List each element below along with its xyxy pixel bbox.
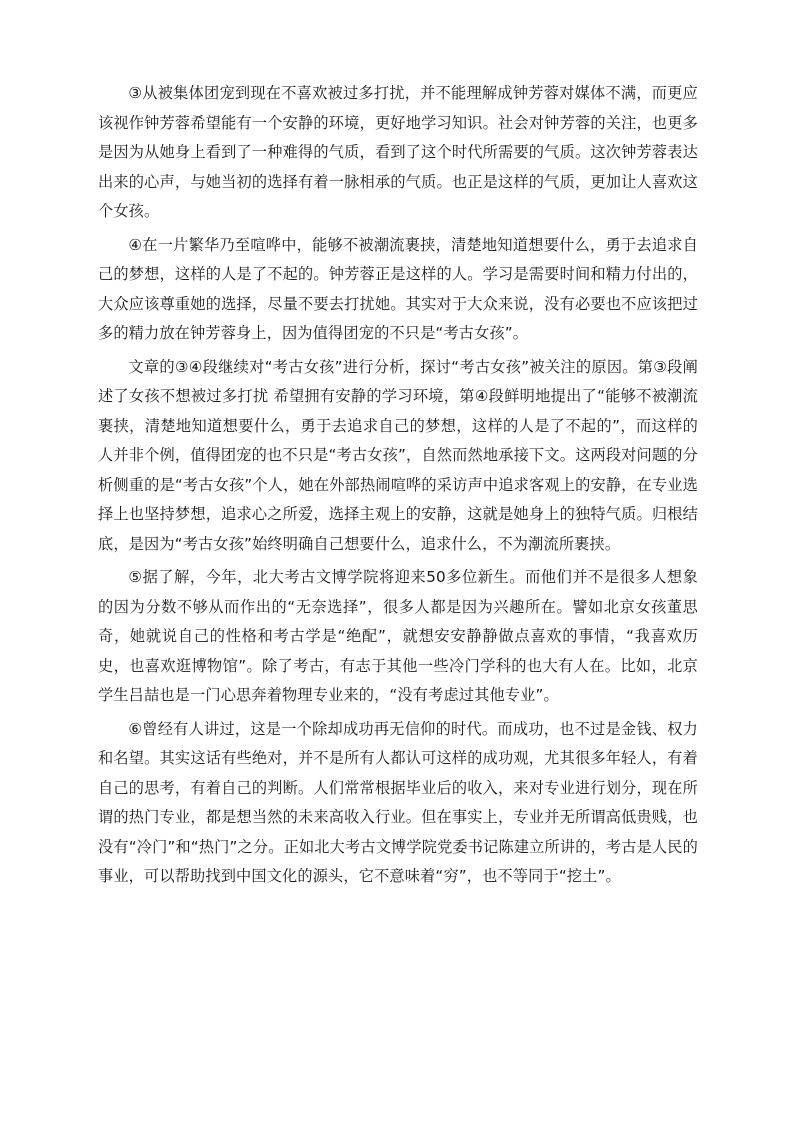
analysis-paragraph: 文章的③④段继续对“考古女孩”进行分析，探讨“考古女孩”被关注的原因。第③段阐述了女孩不想被过多打扰 希望拥有安静的学习环境，第④段鲜明地提出了“能够不被潮流裹挟，清楚地知道想要什么，勇于去追求自己的梦想，这样的人是了不起的”，而这样的人并非个例，值得团宠的也不只是“考古女孩”，自然而然地承接下文。这两段对问题的分析侧重的是“考古女孩”个人，她在外部热闹喧哗的采访声中追求客观上的安静，在专业选择上也坚持梦想，追求心之所爱，选择主观上的安静，这就是她身上的独特气质。归根结底，是因为“考古女孩”始终明确自己想要什么，追求什么，不为潮流所裹挟。 [98, 357, 698, 553]
paragraph-4: ④在一片繁华乃至喧哗中，能够不被潮流裹挟，清楚地知道想要什么，勇于去追求自己的梦想，这样的人是了不起的。钟芳蓉正是这样的人。学习是需要时间和精力付出的，大众应该尊重她的选择，尽量不要去打扰她。其实对于大众来说，没有必要也不应该把过多的精力放在钟芳蓉身上，因为值得团宠的不只是“考古女孩”。 [98, 235, 698, 342]
paragraph-3: ③从被集体团宠到现在不喜欢被过多打扰，并不能理解成钟芳蓉对媒体不满，而更应该视作钟芳蓉希望能有一个安静的环境，更好地学习知识。社会对钟芳蓉的关注，也更多是因为从她身上看到了一种难得的气质，看到了这个时代所需要的气质。这次钟芳蓉表达出来的心声，与她当初的选择有着一脉相承的气质。也正是这样的气质，更加让人喜欢这个女孩。 [98, 84, 698, 220]
paragraph-5: ⑤据了解，今年，北大考古文博学院将迎来50多位新生。而他们并不是很多人想象的因为分数不够从而作出的“无奈选择”，很多人都是因为兴趣所在。譬如北京女孩董思奇，她就说自己的性格和考古学是“绝配”，就想安安静静做点喜欢的事情，“我喜欢历史，也喜欢逛博物馆”。除了考古，有志于其他一些冷门学科的也大有人在。比如，北京学生吕喆也是一门心思奔着物理专业来的，“没有考虑过其他专业”。 [98, 568, 698, 704]
paragraph-6: ⑥曾经有人讲过，这是一个除却成功再无信仰的时代。而成功，也不过是金钱、权力和名望。其实这话有些绝对，并不是所有人都认可这样的成功观，尤其很多年轻人，有着自己的思考，有着自己的判断。人们常常根据毕业后的收入，来对专业进行划分，现在所谓的热门专业，都是想当然的未来高收入行业。但在事实上，专业并无所谓高低贵贱，也没有“冷门”和“热门”之分。正如北大考古文博学院党委书记陈建立所讲的，考古是人民的事业，可以帮助找到中国文化的源头，它不意味着“穷”，也不等同于“挖土”。 [98, 719, 698, 885]
document-body [98, 79, 698, 896]
